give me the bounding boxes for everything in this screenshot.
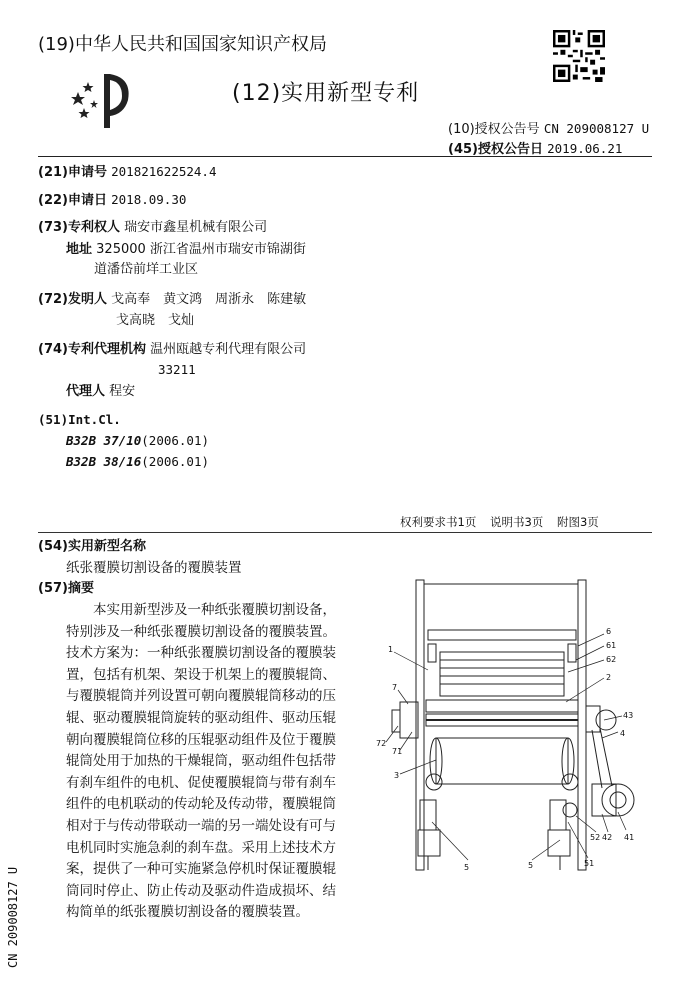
publication-date-label: (45)授权公告日 (448, 142, 543, 157)
application-date-row (38, 190, 186, 211)
inventors-row (38, 290, 306, 310)
address-label: 地址 (66, 242, 93, 257)
cnipa-logo (66, 70, 136, 132)
publication-number-row (448, 118, 649, 137)
figure-label: 5 (464, 863, 470, 872)
application-date-label: (22)申请日 (38, 193, 107, 208)
figure-label: 41 (624, 833, 635, 842)
page-count-info: 权利要求书1页 说明书3页 附图3页 (400, 515, 599, 529)
agent: 程安 (109, 384, 136, 399)
application-number-row (38, 162, 216, 183)
inventors-line2: 戈高晓 戈灿 (116, 313, 195, 328)
agency-code: 33211 (158, 362, 196, 377)
ipc-entry (66, 452, 209, 473)
figure-label: 71 (392, 747, 403, 756)
publication-number: CN 209008127 U (543, 121, 650, 136)
publication-date: 2019.06.21 (547, 141, 623, 156)
figure-label: 72 (376, 739, 387, 748)
figure-label: 1 (388, 645, 394, 654)
agency-row (38, 340, 306, 360)
figure-label: 5 (528, 861, 534, 870)
figure-label: 4 (620, 729, 626, 738)
application-number-label: (21)申请号 (38, 165, 107, 180)
side-publication-number: CN 209008127 U (6, 866, 20, 968)
application-date: 2018.09.30 (111, 192, 187, 207)
device-drawing (356, 560, 646, 885)
office-name: (19)中华人民共和国国家知识产权局 (38, 34, 327, 55)
figure-label: 3 (394, 771, 400, 780)
abstract-label: (57)摘要 (38, 581, 94, 596)
figure-label: 61 (606, 641, 617, 650)
document-type-title: (12)实用新型专利 (232, 81, 420, 106)
ipc-version: (2006.01) (141, 454, 209, 469)
ipc-code: B32B 37/10 (66, 433, 142, 448)
application-number: 201821622524.4 (111, 164, 217, 179)
patentee-row (38, 218, 267, 238)
agency-label: (74)专利代理机构 (38, 342, 146, 357)
figure-label: 51 (584, 859, 595, 868)
figure-label: 62 (606, 655, 617, 664)
address-line1: 325000 浙江省温州市瑞安市锦湖街 (96, 242, 306, 257)
patentee: 瑞安市鑫星机械有限公司 (124, 220, 268, 235)
figure-label: 52 (590, 833, 601, 842)
agency: 温州瓯越专利代理有限公司 (150, 342, 307, 357)
figure-label: 43 (623, 711, 634, 720)
address-row (66, 240, 306, 260)
abstract-text: 本实用新型涉及一种纸张覆膜切割设备，特别涉及一种纸张覆膜切割设备的覆膜装置。技术方案为：一种纸张覆膜切割设备的覆膜装置，包括有机架、架设于机架上的覆膜辊筒、与覆膜辊筒并列设置可朝向覆膜辊筒移动的压辊、驱动覆膜辊筒旋转的驱动组件、驱动压辊朝向覆膜辊筒位移的压辊驱动组件及位于覆膜辊筒处用于加热的干燥辊筒，驱动组件包括带有刹车组件的电机、促使覆膜辊筒与带有刹车组件的电机联动的传动轮及传动带，覆膜辊筒相对于与传动带联动一端的另一端处设有可与电机同时实施急刹的刹车盘。采用上述技术方案，提供了一种可实施紧急停机时保证覆膜辊筒同时停止、防止传动及驱动件造成损坏、结构简单的纸张覆膜切割设备的覆膜装置。 (66, 602, 336, 921)
publication-date-row (448, 138, 622, 157)
address-line2: 道潘岱前垟工业区 (94, 262, 199, 277)
publication-number-label: (10)授权公告号 (448, 122, 540, 137)
section-divider (38, 532, 652, 533)
title-label: (54)实用新型名称 (38, 539, 146, 554)
utility-model-title: 纸张覆膜切割设备的覆膜装置 (66, 560, 242, 576)
ipc-version: (2006.01) (141, 433, 209, 448)
patentee-label: (73)专利权人 (38, 220, 120, 235)
figure-label: 2 (606, 673, 612, 682)
figure-label: 42 (602, 833, 613, 842)
figure-label: 7 (392, 683, 398, 692)
agent-label: 代理人 (66, 384, 106, 399)
figure-label: 6 (606, 627, 612, 636)
ipc-entry (66, 431, 209, 452)
ipc-label: (51)Int.Cl. (38, 412, 121, 427)
inventors-label: (72)发明人 (38, 292, 107, 307)
agent-row (66, 382, 135, 402)
header-divider (38, 156, 652, 157)
inventors-line1: 戈高奉 黄文鸿 周浙永 陈建敏 (111, 292, 307, 307)
ipc-code: B32B 38/16 (66, 454, 142, 469)
qr-code-icon (553, 30, 605, 82)
